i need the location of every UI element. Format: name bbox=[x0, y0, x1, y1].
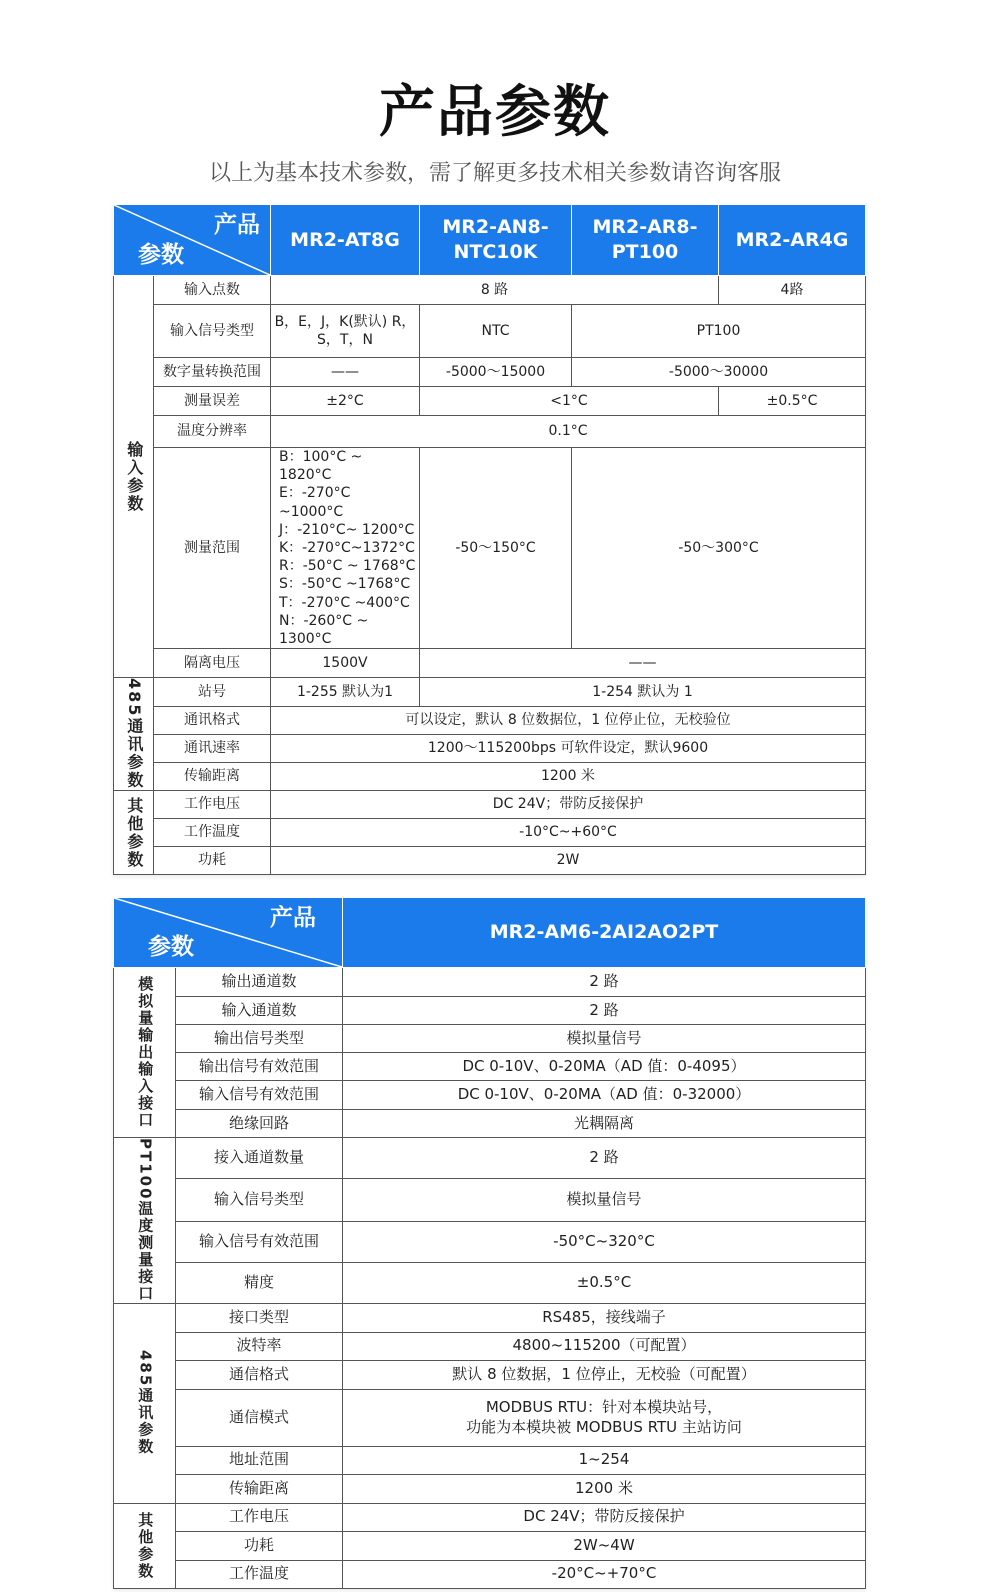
product-header: MR2-AR8-PT100 bbox=[572, 205, 719, 276]
cell-value: 1200 米 bbox=[343, 1474, 866, 1503]
cell-value: 4路 bbox=[719, 276, 866, 305]
row-label: 输入信号类型 bbox=[176, 1179, 343, 1221]
cell-value: DC 0-10V、0-20MA（AD 值：0-4095） bbox=[343, 1053, 866, 1081]
category-input: 输入参数 bbox=[114, 276, 154, 678]
row-label: 温度分辨率 bbox=[154, 416, 271, 448]
product-header: MR2-AT8G bbox=[271, 205, 420, 276]
range-line: E：-270°C ~1000°C bbox=[279, 485, 351, 520]
range-line: S：-50°C ~1768°C bbox=[279, 576, 411, 593]
cell-value: 2W bbox=[271, 847, 866, 875]
table-row bbox=[114, 1179, 866, 1221]
cell-value: 默认 8 位数据，1 位停止，无校验（可配置） bbox=[343, 1360, 866, 1389]
cell-value: 光耦隔离 bbox=[343, 1110, 866, 1138]
table-row bbox=[114, 1389, 866, 1446]
cell-value: —— bbox=[271, 358, 420, 387]
row-label: 工作温度 bbox=[154, 819, 271, 847]
row-label: 精度 bbox=[176, 1262, 343, 1303]
cell-value: 1-254 默认为 1 bbox=[420, 678, 866, 707]
cell-value: -10°C~+60°C bbox=[271, 819, 866, 847]
row-label: 通讯速率 bbox=[154, 735, 271, 763]
row-label: 功耗 bbox=[176, 1531, 343, 1560]
corner-cell bbox=[114, 205, 271, 276]
row-label: 数字量转换范围 bbox=[154, 358, 271, 387]
cell-value: DC 24V；带防反接保护 bbox=[271, 791, 866, 819]
cell-value: -50°C~320°C bbox=[343, 1221, 866, 1262]
table-row bbox=[114, 1110, 866, 1138]
table-row bbox=[114, 276, 866, 305]
cell-value: DC 24V；带防反接保护 bbox=[343, 1503, 866, 1531]
cell-value: 1~254 bbox=[343, 1446, 866, 1474]
product-header: MR2-AR4G bbox=[719, 205, 866, 276]
corner-param-label: 参数 bbox=[148, 934, 194, 961]
row-label: 输出通道数 bbox=[176, 968, 343, 997]
params-table-2 bbox=[113, 897, 866, 1589]
cell-value: 模拟量信号 bbox=[343, 1025, 866, 1053]
cell-value: ±0.5°C bbox=[343, 1262, 866, 1303]
row-label: 波特率 bbox=[176, 1332, 343, 1360]
table-row bbox=[114, 1531, 866, 1560]
range-line: T：-270°C ~400°C bbox=[279, 594, 410, 611]
cell-value: 2 路 bbox=[343, 968, 866, 997]
cell-value: -5000～15000 bbox=[420, 358, 572, 387]
table-row bbox=[114, 1474, 866, 1503]
row-label: 工作温度 bbox=[176, 1560, 343, 1588]
range-line: N：-260°C ~ 1300°C bbox=[279, 612, 369, 647]
table-row bbox=[114, 707, 866, 735]
corner-product-label: 产品 bbox=[270, 905, 316, 931]
table-row bbox=[114, 1053, 866, 1081]
cell-value: 2W~4W bbox=[343, 1531, 866, 1560]
cell-value bbox=[343, 1389, 866, 1446]
category-485: 485通讯参数 bbox=[114, 678, 154, 791]
table-row bbox=[114, 1262, 866, 1303]
row-label: 输出信号类型 bbox=[176, 1025, 343, 1053]
table-row bbox=[114, 1221, 866, 1262]
cell-value: ±2°C bbox=[271, 387, 420, 416]
row-label: 站号 bbox=[154, 678, 271, 707]
category-pt100: PT100温度测量接口 bbox=[114, 1138, 176, 1304]
cell-value: 8 路 bbox=[271, 276, 719, 305]
row-label: 输入信号有效范围 bbox=[176, 1081, 343, 1110]
row-label: 接入通道数量 bbox=[176, 1138, 343, 1179]
table-row bbox=[114, 416, 866, 448]
cell-value: <1°C bbox=[420, 387, 719, 416]
row-label: 接口类型 bbox=[176, 1303, 343, 1332]
row-label: 绝缘回路 bbox=[176, 1110, 343, 1138]
cell-value: RS485，接线端子 bbox=[343, 1303, 866, 1332]
cell-value: ±0.5°C bbox=[719, 387, 866, 416]
row-label: 输出信号有效范围 bbox=[176, 1053, 343, 1081]
cell-value: PT100 bbox=[572, 305, 866, 358]
table-row bbox=[114, 649, 866, 678]
page-title: 产品参数 bbox=[379, 80, 611, 145]
category-other: 其他参数 bbox=[114, 791, 154, 875]
product-header: MR2-AM6-2AI2AO2PT bbox=[343, 898, 866, 968]
row-label: 工作电压 bbox=[176, 1503, 343, 1531]
table-row bbox=[114, 997, 866, 1025]
cell-value: 4800~115200（可配置） bbox=[343, 1332, 866, 1360]
row-label: 通信格式 bbox=[176, 1360, 343, 1389]
range-line: J：-210°C~ 1200°C bbox=[279, 521, 415, 538]
table-row bbox=[114, 1025, 866, 1053]
row-label: 通讯格式 bbox=[154, 707, 271, 735]
row-label: 输入点数 bbox=[154, 276, 271, 305]
table-row bbox=[114, 763, 866, 791]
cell-value: 1200 米 bbox=[271, 763, 866, 791]
cell-line: MODBUS RTU：针对本模块站号， bbox=[485, 1398, 723, 1417]
table-row bbox=[114, 819, 866, 847]
cell-value-range-list bbox=[271, 448, 420, 649]
table-row bbox=[114, 1332, 866, 1360]
cell-value: 2 路 bbox=[343, 1138, 866, 1179]
row-label: 传输距离 bbox=[176, 1474, 343, 1503]
table-header-row bbox=[114, 898, 866, 968]
product-header: MR2-AN8-NTC10K bbox=[420, 205, 572, 276]
params-table-1 bbox=[113, 204, 866, 875]
row-label: 通信模式 bbox=[176, 1389, 343, 1446]
row-label: 输入通道数 bbox=[176, 997, 343, 1025]
table-header-row bbox=[114, 205, 866, 276]
category-analog: 模拟量输出输入接口 bbox=[114, 968, 176, 1138]
cell-value: 1200～115200bps 可软件设定，默认9600 bbox=[271, 735, 866, 763]
cell-value: 可以设定，默认 8 位数据位，1 位停止位，无校验位 bbox=[271, 707, 866, 735]
cell-value: B，E，J，K(默认) R，S，T，N bbox=[271, 305, 420, 358]
range-line: R：-50°C ~ 1768°C bbox=[279, 558, 416, 575]
corner-cell bbox=[114, 898, 343, 968]
table-row bbox=[114, 968, 866, 997]
table-row bbox=[114, 1503, 866, 1531]
table-row bbox=[114, 387, 866, 416]
category-485: 485通讯参数 bbox=[114, 1303, 176, 1503]
cell-value: -5000～30000 bbox=[572, 358, 866, 387]
row-label: 测量误差 bbox=[154, 387, 271, 416]
table-row bbox=[114, 1446, 866, 1474]
table-row bbox=[114, 791, 866, 819]
range-line: K：-270°C~1372°C bbox=[279, 539, 415, 556]
table-row bbox=[114, 1303, 866, 1332]
cell-value: 0.1°C bbox=[271, 416, 866, 448]
cell-value: 2 路 bbox=[343, 997, 866, 1025]
table-row bbox=[114, 448, 866, 649]
table-row bbox=[114, 1560, 866, 1588]
row-label: 传输距离 bbox=[154, 763, 271, 791]
row-label: 地址范围 bbox=[176, 1446, 343, 1474]
cell-value: 1500V bbox=[271, 649, 420, 678]
cell-line: 功能为本模块被 MODBUS RTU 主站访问 bbox=[466, 1417, 742, 1436]
category-other: 其他参数 bbox=[114, 1503, 176, 1588]
table-row bbox=[114, 678, 866, 707]
cell-value: 模拟量信号 bbox=[343, 1179, 866, 1221]
row-label: 输入信号有效范围 bbox=[176, 1221, 343, 1262]
corner-product-label: 产品 bbox=[214, 212, 260, 238]
row-label: 测量范围 bbox=[154, 448, 271, 649]
row-label: 功耗 bbox=[154, 847, 271, 875]
range-line: B：100°C ~ 1820°C bbox=[279, 449, 363, 484]
table-row bbox=[114, 1360, 866, 1389]
table-row bbox=[114, 735, 866, 763]
cell-value: -50～300°C bbox=[572, 448, 866, 649]
row-label: 隔离电压 bbox=[154, 649, 271, 678]
table-row bbox=[114, 1138, 866, 1179]
row-label: 工作电压 bbox=[154, 791, 271, 819]
table-row bbox=[114, 305, 866, 358]
corner-param-label: 参数 bbox=[138, 242, 184, 269]
table-row bbox=[114, 358, 866, 387]
table-row bbox=[114, 847, 866, 875]
cell-value: 1-255 默认为1 bbox=[271, 678, 420, 707]
cell-value: NTC bbox=[420, 305, 572, 358]
cell-value: -20°C~+70°C bbox=[343, 1560, 866, 1588]
cell-value: -50～150°C bbox=[420, 448, 572, 649]
table-row bbox=[114, 1081, 866, 1110]
cell-value: —— bbox=[420, 649, 866, 678]
cell-value: DC 0-10V、0-20MA（AD 值：0-32000） bbox=[343, 1081, 866, 1110]
page-subtitle: 以上为基本技术参数，需了解更多技术相关参数请咨询客服 bbox=[208, 161, 781, 186]
row-label: 输入信号类型 bbox=[154, 305, 271, 358]
